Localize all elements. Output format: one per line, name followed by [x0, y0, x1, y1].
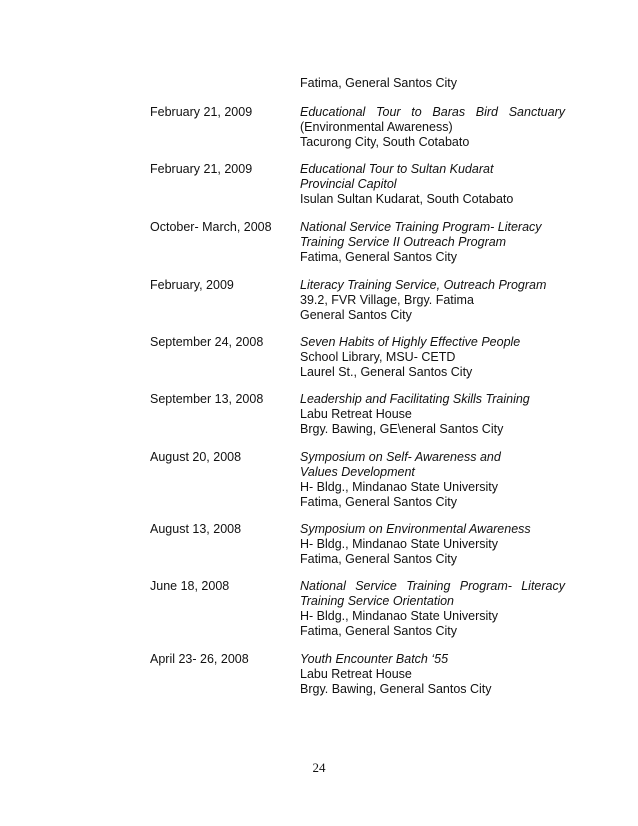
- activity-date: September 13, 2008: [150, 392, 264, 406]
- activity-date: February 21, 2009: [150, 162, 253, 176]
- activity-date: October- March, 2008: [150, 220, 272, 234]
- activity-title-line: National Service Training Program- Literacy: [300, 220, 542, 234]
- activity-title-line: Educational Tour to Baras Bird Sanctuary: [300, 105, 565, 119]
- activity-date: February 21, 2009: [150, 105, 253, 119]
- activity-location-line: Fatima, General Santos City: [300, 552, 458, 566]
- activity-date: April 23- 26, 2008: [150, 652, 249, 666]
- activity-details: [300, 220, 565, 265]
- activity-title-line: Youth Encounter Batch ‘55: [300, 652, 449, 666]
- activity-date: August 20, 2008: [150, 450, 242, 464]
- activity-location-line: General Santos City: [300, 308, 412, 322]
- activity-details: [300, 76, 565, 91]
- activity-location-line: Fatima, General Santos City: [300, 76, 458, 90]
- activity-location-line: Labu Retreat House: [300, 667, 412, 681]
- activity-title-line: Values Development: [300, 465, 415, 479]
- activity-title-line: Symposium on Environmental Awareness: [300, 522, 531, 536]
- activity-title-line: Seven Habits of Highly Effective People: [300, 335, 521, 349]
- activity-details: [300, 392, 565, 437]
- activity-details: [300, 335, 565, 380]
- activity-details: [300, 652, 565, 697]
- activity-title-line: Educational Tour to Sultan Kudarat: [300, 162, 494, 176]
- activity-location-line: Labu Retreat House: [300, 407, 412, 421]
- activity-location-line: Brgy. Bawing, GE\eneral Santos City: [300, 422, 504, 436]
- activity-location-line: Brgy. Bawing, General Santos City: [300, 682, 492, 696]
- activity-date: June 18, 2008: [150, 579, 230, 593]
- activity-title-line: Training Service Orientation: [300, 594, 455, 608]
- activity-location-line: (Environmental Awareness): [300, 120, 453, 134]
- activity-location-line: H- Bldg., Mindanao State University: [300, 609, 499, 623]
- activity-details: [300, 522, 565, 567]
- activity-location-line: Fatima, General Santos City: [300, 250, 458, 264]
- activity-title-line: Leadership and Facilitating Skills Training: [300, 392, 530, 406]
- activity-title-line: Symposium on Self- Awareness and: [300, 450, 501, 464]
- activity-title-line: Provincial Capitol: [300, 177, 397, 191]
- page-number: 24: [312, 760, 326, 775]
- activity-location-line: Fatima, General Santos City: [300, 495, 458, 509]
- activity-date: February, 2009: [150, 278, 234, 292]
- activity-details: [300, 450, 565, 510]
- activity-location-line: Fatima, General Santos City: [300, 624, 458, 638]
- activity-date: September 24, 2008: [150, 335, 264, 349]
- activity-details: [300, 278, 565, 323]
- activity-details: [300, 579, 565, 639]
- activity-title-line: Literacy Training Service, Outreach Program: [300, 278, 547, 292]
- activity-title-line: Training Service II Outreach Program: [300, 235, 507, 249]
- activity-location-line: H- Bldg., Mindanao State University: [300, 537, 499, 551]
- activity-location-line: H- Bldg., Mindanao State University: [300, 480, 499, 494]
- activity-location-line: Tacurong City, South Cotabato: [300, 135, 470, 149]
- activity-title-line: National Service Training Program- Literacy: [300, 579, 565, 593]
- activity-details: [300, 105, 565, 150]
- activity-location-line: 39.2, FVR Village, Brgy. Fatima: [300, 293, 474, 307]
- activity-location-line: Isulan Sultan Kudarat, South Cotabato: [300, 192, 514, 206]
- activity-location-line: Laurel St., General Santos City: [300, 365, 473, 379]
- activity-date: August 13, 2008: [150, 522, 242, 536]
- activity-details: [300, 162, 565, 207]
- activity-location-line: School Library, MSU- CETD: [300, 350, 456, 364]
